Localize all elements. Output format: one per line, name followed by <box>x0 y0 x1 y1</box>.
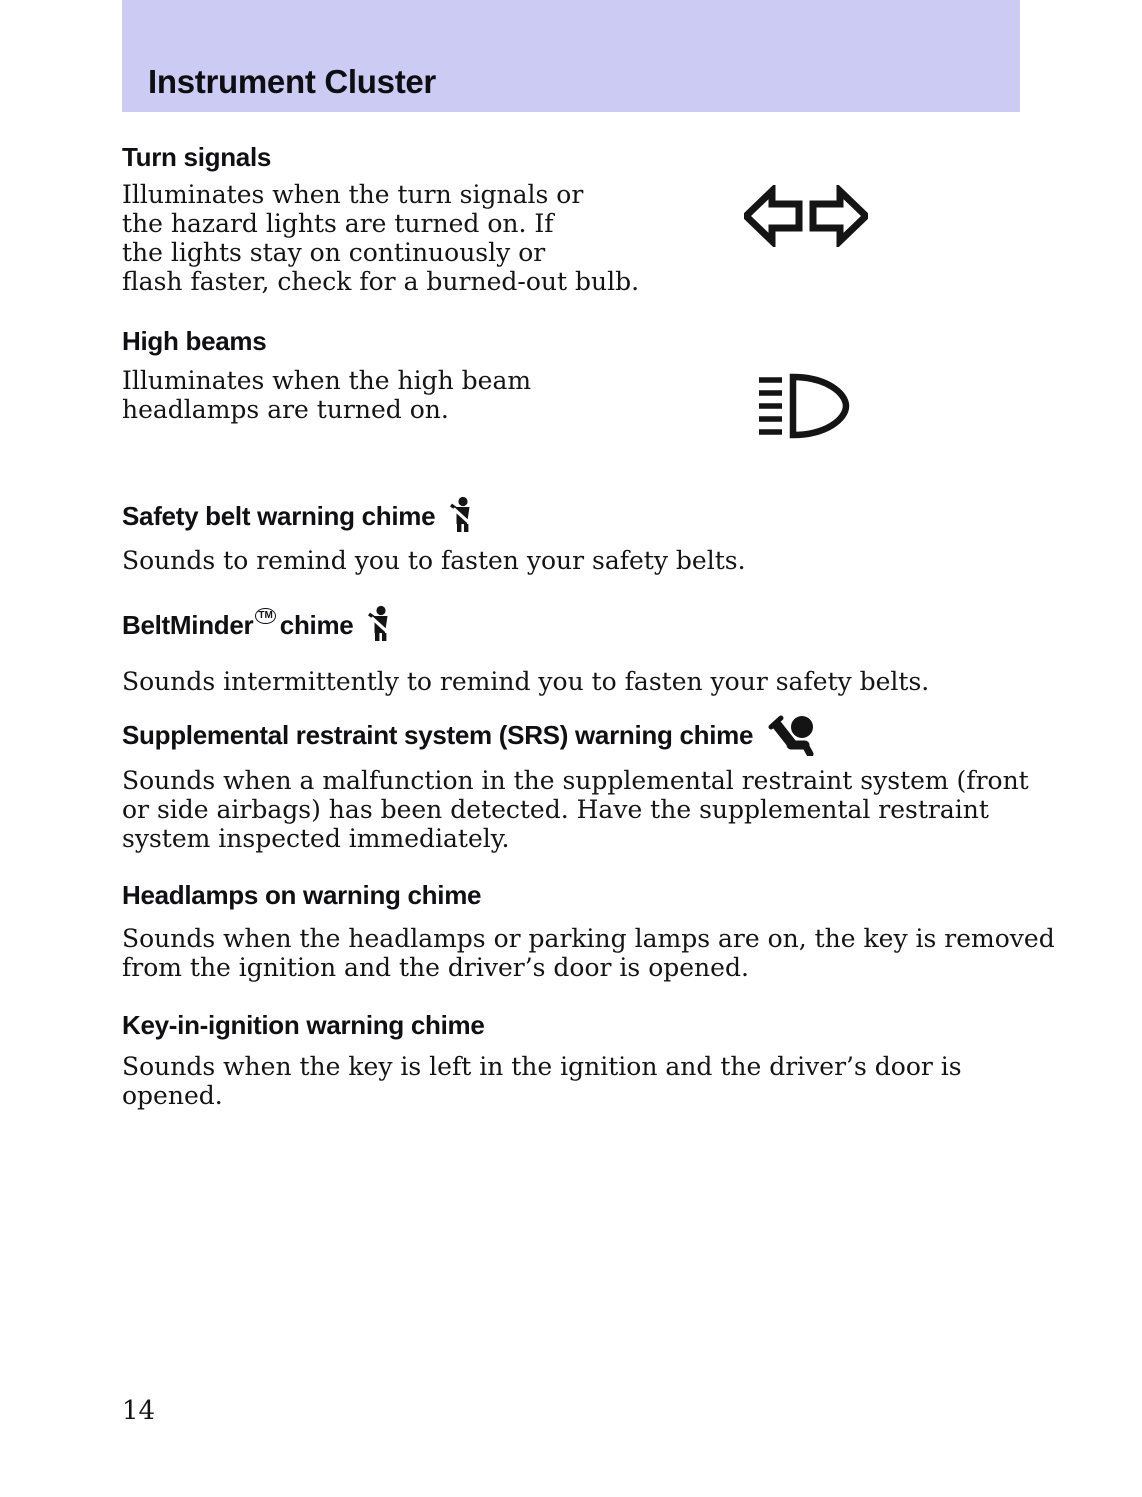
body-text-line: Sounds when a malfunction in the supplemental restraint system (front <box>122 766 1029 795</box>
section-heading-label: Supplemental restraint system (SRS) warning chime <box>122 720 754 750</box>
body-text-line: flash faster, check for a burned-out bulb. <box>122 267 640 296</box>
section-body <box>122 667 1032 696</box>
section-body <box>122 1052 1032 1110</box>
page-title: Instrument Cluster <box>148 63 436 100</box>
header-band <box>122 0 1020 112</box>
section-heading <box>122 605 1032 645</box>
section-turn-signals <box>122 142 1032 296</box>
body-text-line: system inspected immediately. <box>122 824 510 853</box>
high-beam-icon <box>756 372 850 440</box>
section-heading <box>122 496 1032 536</box>
section-body <box>122 180 1032 296</box>
section-safety-belt-warning-chime <box>122 496 1032 575</box>
section-heading-label-post: chime <box>279 610 354 640</box>
section-heading <box>122 714 1032 756</box>
section-beltminder-chime <box>122 605 1032 696</box>
section-heading-label: Key-in-ignition warning chime <box>122 1010 485 1040</box>
section-heading <box>122 142 1032 172</box>
body-text-line: headlamps are turned on. <box>122 395 449 424</box>
section-key-in-ignition-warning-chime <box>122 1010 1032 1110</box>
page-content <box>122 112 1055 1110</box>
turn-signal-arrows-icon <box>744 185 868 247</box>
trademark-symbol: TM <box>255 608 275 624</box>
section-high-beams <box>122 326 1032 424</box>
section-body <box>122 366 1032 424</box>
section-body <box>122 766 1032 853</box>
section-heading <box>122 326 1032 356</box>
section-heading-label: Turn signals <box>122 142 272 172</box>
body-text-line: the hazard lights are turned on. If <box>122 209 554 238</box>
body-text-line: the lights stay on continuously or <box>122 238 546 267</box>
body-text-line: or side airbags) has been detected. Have the supplemental restraint <box>122 795 989 824</box>
safety-belt-icon <box>367 605 393 645</box>
body-text-line: Sounds when the headlamps or parking lamps are on, the key is removed <box>122 924 1055 953</box>
body-text-line: from the ignition and the driver’s door is opened. <box>122 953 749 982</box>
section-heading-label: High beams <box>122 326 267 356</box>
body-text-line: Sounds to remind you to fasten your safety belts. <box>122 546 746 575</box>
section-headlamps-on-warning-chime <box>122 880 1055 982</box>
section-heading <box>122 880 1032 910</box>
section-heading-label-pre: BeltMinder <box>122 610 254 640</box>
section-srs-warning-chime <box>122 714 1032 853</box>
body-text-line: Illuminates when the turn signals or <box>122 180 584 209</box>
safety-belt-icon <box>449 496 475 536</box>
section-heading-label: Headlamps on warning chime <box>122 880 482 910</box>
section-body <box>122 924 1055 982</box>
body-text-line: opened. <box>122 1081 223 1110</box>
section-body <box>122 546 1032 575</box>
body-text-line: Illuminates when the high beam <box>122 366 532 395</box>
page-number: 14 <box>122 1396 156 1426</box>
body-text-line: Sounds when the key is left in the ignition and the driver’s door is <box>122 1052 962 1081</box>
section-heading <box>122 1010 1032 1040</box>
airbag-icon <box>767 714 817 756</box>
section-heading-label: Safety belt warning chime <box>122 501 436 531</box>
body-text-line: Sounds intermittently to remind you to fasten your safety belts. <box>122 667 930 696</box>
